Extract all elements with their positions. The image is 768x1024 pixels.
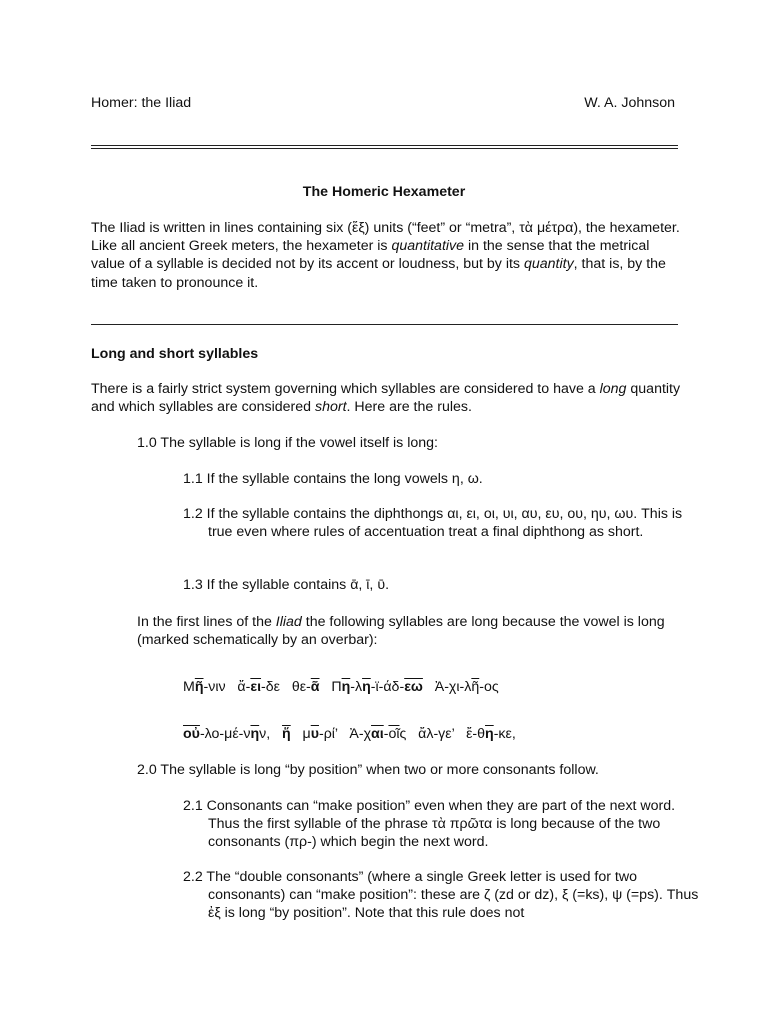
greek-example-line-1: $M\overline{ῆ}$-νιν $ἄ-\overline{\varepsilon\iota}-\delta\varepsilon$ $\theta\varepsilon-\overline{ᾶ}$ $\Pi\overline{\eta}-\lambda\overline{\eta}-ϊ-ά\delta-\overline{\varepsilon\omega}$ $Ἀ-\chi\iota-\lambda\overline{ῆ}-o\varsigma$ [183,679,499,695]
header-right: W. A. Johnson [584,95,675,111]
rule-1-0: 1.0 The syllable is long if the vowel itself is long: [137,435,438,451]
rule-2-2: 2.2 The “double consonants” (where a single Greek letter is used for two consonants) can “make position”: these are ζ (zd or dz), ξ (=ks), ψ (=ps). Thus ἐξ is long “by position”. Note that this rule does not [183,869,699,922]
page-title: The Homeric Hexameter [302,184,466,200]
header-divider-bottom [91,148,678,149]
section-intro-paragraph: There is a fairly strict system governing which syllables are considered to have a long quantity and which syllables are considered short. Here are the rules. [91,381,681,416]
header-divider-top [91,145,678,146]
intro-paragraph: The Iliad is written in lines containing six (ἕξ) units (“feet” or “metra”, τὰ μέτρα), the hexameter. Like all ancient Greek meters, the hexameter is quantitative in the sense that the metrical value of a syllable is decided not by its accent or loudness, but by its quantity, that is, by the time taken to pronounce it. [91,220,680,291]
emphasis-quantity: quantity [523,256,574,273]
examples-intro-paragraph: In the first lines of the Iliad the following syllables are long because the vowel is long (marked schematically by an overbar): [137,614,665,649]
rule-1-3: 1.3 If the syllable contains ᾱ, ῑ, ῡ. [183,577,390,593]
emphasis-quantitative: quantitative [391,238,465,255]
section-divider [91,324,678,325]
section-heading: Long and short syllables [91,346,259,362]
rule-2-1: 2.1 Consonants can “make position” even when they are part of the next word. Thus the first syllable of the phrase τὰ πρῶτα is long because of the two consonants (πρ-) which begin the next word. [183,798,676,851]
greek-example-line-2: $\overline{oὐ}-\lambda o-\mu έ-\nu\overline{\eta}\nu$, $\overline{ἥ}$ $\mu\overline{\upsilon}-\rho ί$’ $Ἀ-\chi\overline{\alpha\iota}-\overline{oῖ}\varsigma$ ἄλ-γε’ $ἔ-\theta\overline{\eta}-\kappa\varepsilon$, [183,726,516,742]
rule-2-0: 2.0 The syllable is long “by position” when two or more consonants follow. [137,762,599,778]
header-left: Homer: the Iliad [91,95,192,111]
rule-1-1: 1.1 If the syllable contains the long vowels η, ω. [183,471,483,487]
rule-1-2: 1.2 If the syllable contains the diphthongs αι, ει, οι, υι, αυ, ευ, ου, ηυ, ωυ. This is true even where rules of accentuation treat a final diphthong as short. [183,506,683,541]
